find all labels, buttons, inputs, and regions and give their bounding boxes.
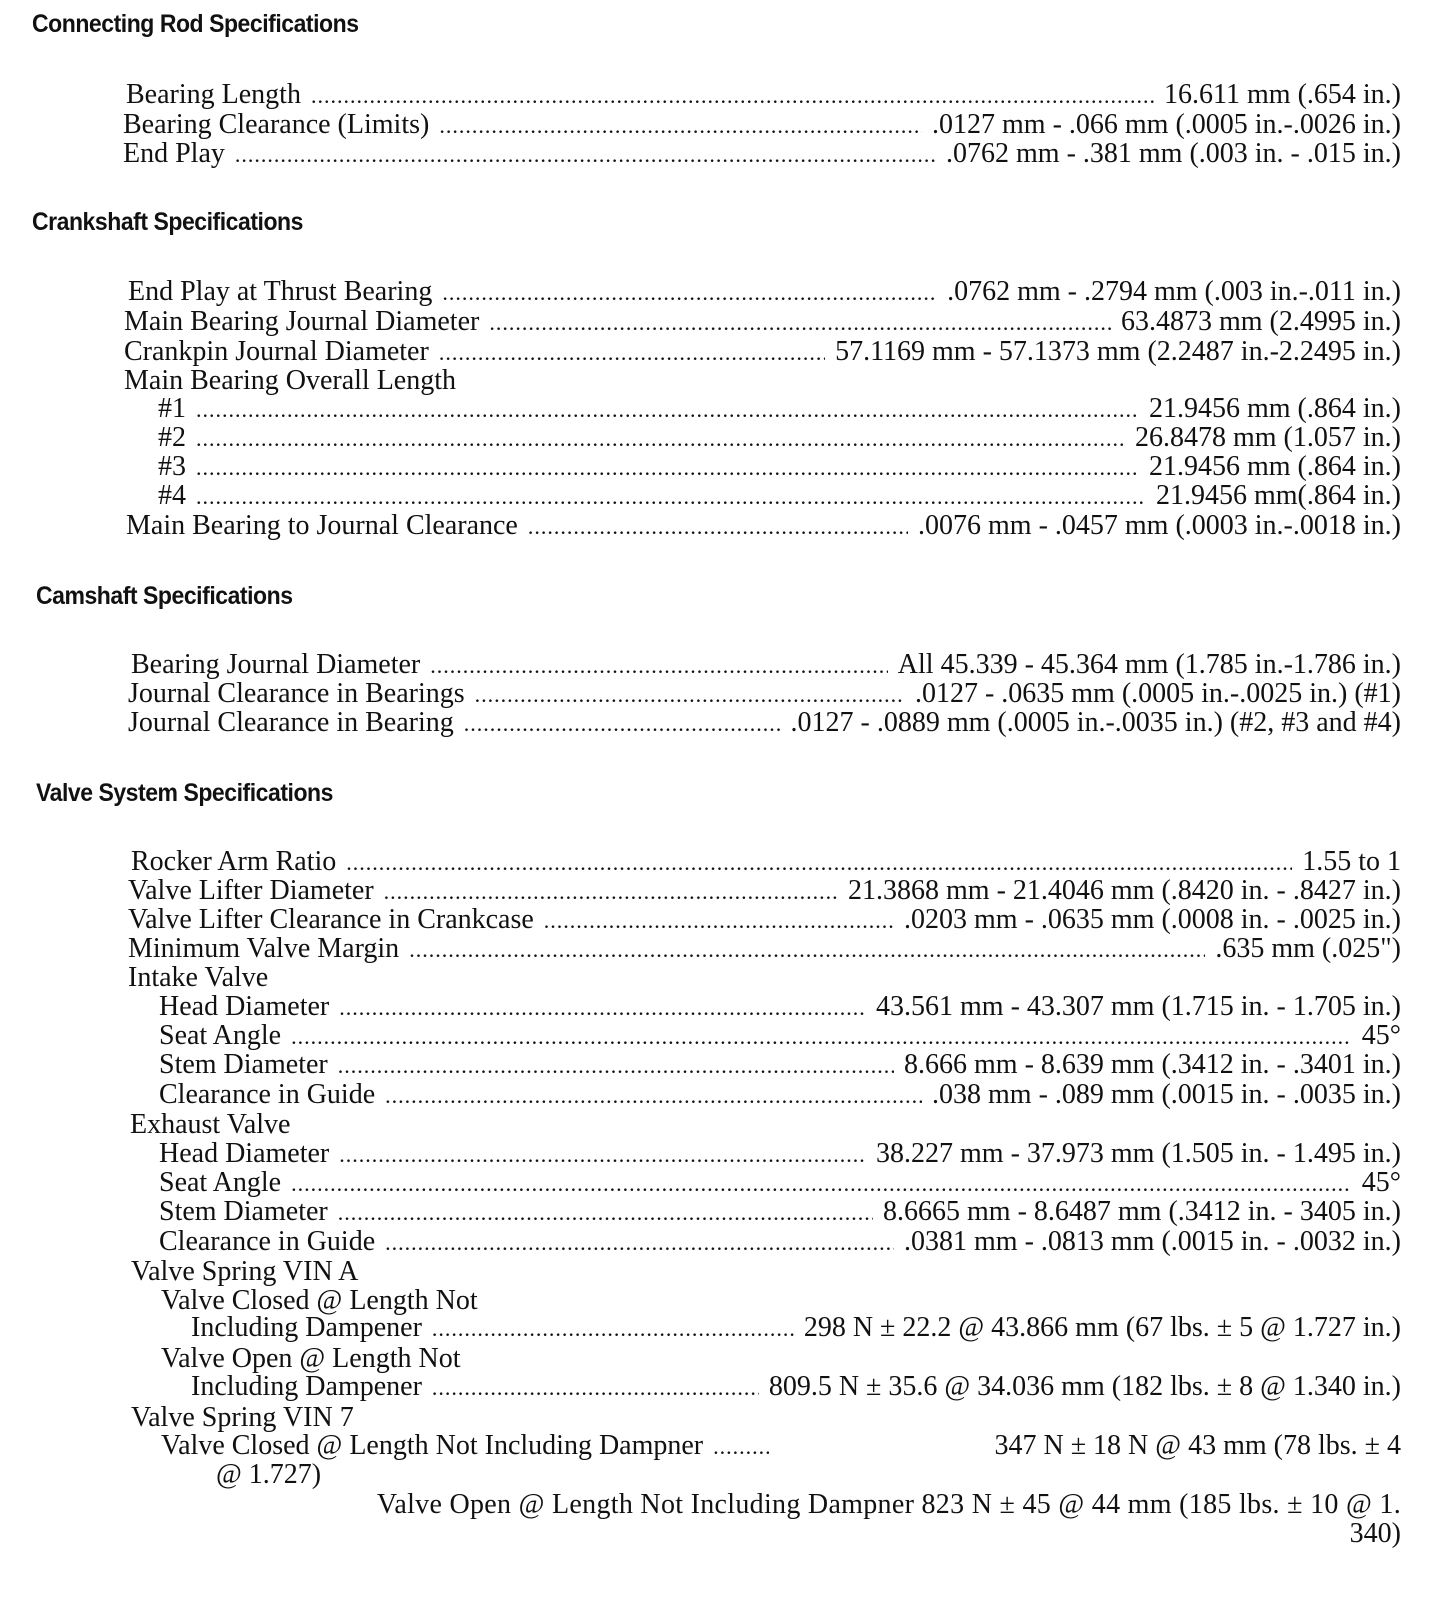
spec-label: Bearing Length bbox=[126, 79, 301, 110]
spec-label: Head Diameter bbox=[159, 991, 330, 1022]
spec-row-bearing-2 bbox=[158, 423, 1401, 453]
spec-row-bearing-3 bbox=[158, 452, 1401, 482]
spec-value: 57.1169 mm - 57.1373 mm (2.2487 in.-2.2495 in.) bbox=[835, 336, 1401, 367]
spec-label: #4 bbox=[158, 480, 186, 511]
spec-label: Seat Angle bbox=[159, 1020, 282, 1051]
spec-label: #3 bbox=[158, 451, 186, 482]
leader-dots bbox=[442, 278, 937, 308]
leader-dots bbox=[528, 512, 908, 542]
spec-row-cam-clearance-2-4 bbox=[128, 708, 1401, 738]
leader-dots bbox=[291, 1022, 1352, 1052]
heading-camshaft: Camshaft Specifications bbox=[36, 582, 293, 610]
spec-label: Bearing Journal Diameter bbox=[131, 649, 421, 680]
leader-dots bbox=[432, 1373, 759, 1403]
spec-value: 1.55 to 1 bbox=[1302, 846, 1401, 877]
spec-value: 45° bbox=[1361, 1167, 1401, 1198]
spec-row-intake-seat-angle bbox=[159, 1021, 1401, 1051]
spec-label: Clearance in Guide bbox=[159, 1079, 376, 1110]
spec-value: 21.9456 mm (.864 in.) bbox=[1149, 451, 1401, 482]
spec-label: Head Diameter bbox=[159, 1138, 330, 1169]
spec-value: 809.5 N ± 35.6 @ 34.036 mm (182 lbs. ± 8 @ 1.340 in.) bbox=[768, 1371, 1401, 1402]
leader-dots bbox=[338, 1051, 894, 1081]
leader-dots bbox=[475, 680, 905, 710]
spec-value: 8.6665 mm - 8.6487 mm (.3412 in. - 3405 in.) bbox=[883, 1196, 1401, 1227]
leader-dots bbox=[544, 906, 894, 936]
spec-value: .0127 - .0635 mm (.0005 in.-.0025 in.) (#1) bbox=[914, 678, 1401, 709]
spec-label: #1 bbox=[158, 393, 186, 424]
spec-value: .0762 mm - .2794 mm (.003 in.-.011 in.) bbox=[947, 276, 1401, 307]
spec-row-lifter-clearance bbox=[128, 905, 1401, 935]
leader-dots bbox=[439, 338, 825, 368]
spec-row-bearing-1 bbox=[158, 394, 1401, 424]
spec-row-main-bearing-clearance bbox=[126, 511, 1401, 541]
spec-label: Valve Lifter Diameter bbox=[128, 875, 374, 906]
leader-dots bbox=[489, 308, 1111, 338]
spec-subheading-intake-valve: Intake Valve bbox=[128, 962, 269, 993]
spec-row-cam-journal-diameter bbox=[131, 650, 1401, 680]
spec-value: 347 N ± 18 N @ 43 mm (78 lbs. ± 4 bbox=[994, 1430, 1401, 1461]
spec-label: Bearing Clearance (Limits) bbox=[123, 109, 430, 140]
spec-subheading-vin-a-closed: Valve Closed @ Length Not bbox=[161, 1285, 478, 1316]
leader-dots bbox=[464, 709, 781, 739]
spec-subheading-exhaust-valve: Exhaust Valve bbox=[130, 1109, 291, 1140]
spec-value: 38.227 mm - 37.973 mm (1.505 in. - 1.495 in.) bbox=[876, 1138, 1401, 1169]
spec-row-intake-guide-clearance bbox=[159, 1080, 1401, 1110]
leader-dots bbox=[339, 993, 866, 1023]
spec-value: .0203 mm - .0635 mm (.0008 in. - .0025 in.) bbox=[904, 904, 1401, 935]
spec-value: 8.666 mm - 8.639 mm (.3412 in. - .3401 in.) bbox=[904, 1049, 1401, 1080]
spec-row-cam-clearance-1 bbox=[128, 679, 1401, 709]
spec-label: Journal Clearance in Bearings bbox=[128, 678, 465, 709]
heading-connecting-rod: Connecting Rod Specifications bbox=[32, 10, 359, 38]
leader-dots bbox=[409, 935, 1205, 965]
leader-dots bbox=[339, 1140, 866, 1170]
spec-label: Stem Diameter bbox=[159, 1196, 328, 1227]
spec-value: 43.561 mm - 43.307 mm (1.715 in. - 1.705 in.) bbox=[876, 991, 1401, 1022]
spec-value: 21.3868 mm - 21.4046 mm (.8420 in. - .8427 in.) bbox=[848, 875, 1401, 906]
spec-label: Seat Angle bbox=[159, 1167, 282, 1198]
spec-row-main-journal-diameter bbox=[124, 307, 1401, 337]
leader-dots bbox=[291, 1169, 1352, 1199]
spec-label: Valve Closed @ Length Not Including Dampner bbox=[161, 1430, 704, 1461]
spec-value: All 45.339 - 45.364 mm (1.785 in.-1.786 in.) bbox=[897, 649, 1401, 680]
spec-row-end-play bbox=[123, 139, 1401, 169]
spec-value: 21.9456 mm(.864 in.) bbox=[1156, 480, 1401, 511]
spec-subheading-valve-spring-vin-7: Valve Spring VIN 7 bbox=[131, 1402, 354, 1433]
spec-subheading-main-bearing-length: Main Bearing Overall Length bbox=[124, 365, 457, 396]
spec-row-crankpin-diameter bbox=[124, 337, 1401, 367]
spec-label: Minimum Valve Margin bbox=[128, 933, 400, 964]
spec-row-intake-head-diameter bbox=[159, 992, 1401, 1022]
spec-label: Main Bearing to Journal Clearance bbox=[126, 510, 518, 541]
spec-row-exhaust-seat-angle bbox=[159, 1168, 1401, 1198]
leader-dots bbox=[439, 111, 922, 141]
spec-label: Including Dampener bbox=[191, 1312, 422, 1343]
leader-dots bbox=[311, 81, 1154, 111]
leader-dots bbox=[713, 1432, 769, 1462]
spec-row-exhaust-guide-clearance bbox=[159, 1227, 1401, 1257]
spec-row-bearing-length bbox=[126, 80, 1401, 110]
heading-crankshaft: Crankshaft Specifications bbox=[32, 208, 303, 236]
leader-dots bbox=[346, 848, 1292, 878]
spec-row-end-play-thrust bbox=[128, 277, 1401, 307]
spec-value: .0127 - .0889 mm (.0005 in.-.0035 in.) (#2, #3 and #4) bbox=[790, 707, 1401, 738]
spec-label: Main Bearing Journal Diameter bbox=[124, 306, 480, 337]
spec-value: .0381 mm - .0813 mm (.0015 in. - .0032 in.) bbox=[904, 1226, 1401, 1257]
spec-label: Crankpin Journal Diameter bbox=[124, 336, 429, 367]
spec-row-exhaust-head-diameter bbox=[159, 1139, 1401, 1169]
spec-subheading-vin-a-open: Valve Open @ Length Not bbox=[161, 1343, 461, 1374]
heading-valve-system: Valve System Specifications bbox=[36, 779, 333, 807]
leader-dots bbox=[430, 651, 888, 681]
spec-value: .0762 mm - .381 mm (.003 in. - .015 in.) bbox=[946, 138, 1401, 169]
leader-dots bbox=[196, 424, 1125, 454]
spec-row-bearing-4 bbox=[158, 481, 1401, 511]
spec-row-bearing-clearance bbox=[123, 110, 1401, 140]
leader-dots bbox=[196, 395, 1139, 425]
spec-value: 63.4873 mm (2.4995 in.) bbox=[1121, 306, 1401, 337]
spec-label: End Play at Thrust Bearing bbox=[128, 276, 433, 307]
spec-continuation-vin-7-closed: @ 1.727) bbox=[216, 1459, 322, 1490]
spec-value: .038 mm - .089 mm (.0015 in. - .0035 in.) bbox=[932, 1079, 1401, 1110]
leader-dots bbox=[385, 1081, 922, 1111]
spec-continuation-vin-7-open: 340) bbox=[1349, 1518, 1401, 1549]
leader-dots bbox=[235, 140, 936, 170]
spec-value: 45° bbox=[1361, 1020, 1401, 1051]
spec-label: #2 bbox=[158, 422, 186, 453]
spec-row-intake-stem-diameter bbox=[159, 1050, 1401, 1080]
leader-dots bbox=[432, 1314, 794, 1344]
leader-dots bbox=[338, 1198, 873, 1228]
spec-label: Stem Diameter bbox=[159, 1049, 328, 1080]
leader-dots bbox=[385, 1228, 894, 1258]
spec-label: Including Dampener bbox=[191, 1371, 422, 1402]
spec-row-vin-7-open: Valve Open @ Length Not Including Dampner 823 N ± 45 @ 44 mm (185 lbs. ± 10 @ 1. bbox=[376, 1489, 1401, 1520]
leader-dots bbox=[196, 482, 1146, 512]
spec-subheading-valve-spring-vin-a: Valve Spring VIN A bbox=[131, 1256, 359, 1287]
spec-value: 21.9456 mm (.864 in.) bbox=[1149, 393, 1401, 424]
spec-row-vin-7-closed bbox=[161, 1431, 1401, 1461]
spec-value: .0076 mm - .0457 mm (.0003 in.-.0018 in.) bbox=[918, 510, 1401, 541]
spec-value: 16.611 mm (.654 in.) bbox=[1164, 79, 1401, 110]
spec-value: 298 N ± 22.2 @ 43.866 mm (67 lbs. ± 5 @ 1.727 in.) bbox=[803, 1312, 1401, 1343]
leader-dots bbox=[196, 453, 1139, 483]
spec-row-vin-a-closed-dampener bbox=[191, 1313, 1401, 1343]
spec-label: Journal Clearance in Bearing bbox=[128, 707, 454, 738]
spec-label: Rocker Arm Ratio bbox=[131, 846, 337, 877]
spec-label: Valve Lifter Clearance in Crankcase bbox=[128, 904, 534, 935]
spec-value: .0127 mm - .066 mm (.0005 in.-.0026 in.) bbox=[932, 109, 1401, 140]
spec-row-valve-margin bbox=[128, 934, 1401, 964]
spec-value: .635 mm (.025") bbox=[1215, 933, 1401, 964]
spec-label: End Play bbox=[123, 138, 225, 169]
leader-dots bbox=[384, 877, 838, 907]
spec-row-exhaust-stem-diameter bbox=[159, 1197, 1401, 1227]
spec-value: 26.8478 mm (1.057 in.) bbox=[1135, 422, 1401, 453]
spec-row-lifter-diameter bbox=[128, 876, 1401, 906]
spec-row-vin-a-open-dampener bbox=[191, 1372, 1401, 1402]
spec-label: Clearance in Guide bbox=[159, 1226, 376, 1257]
spec-row-rocker-ratio bbox=[131, 847, 1401, 877]
